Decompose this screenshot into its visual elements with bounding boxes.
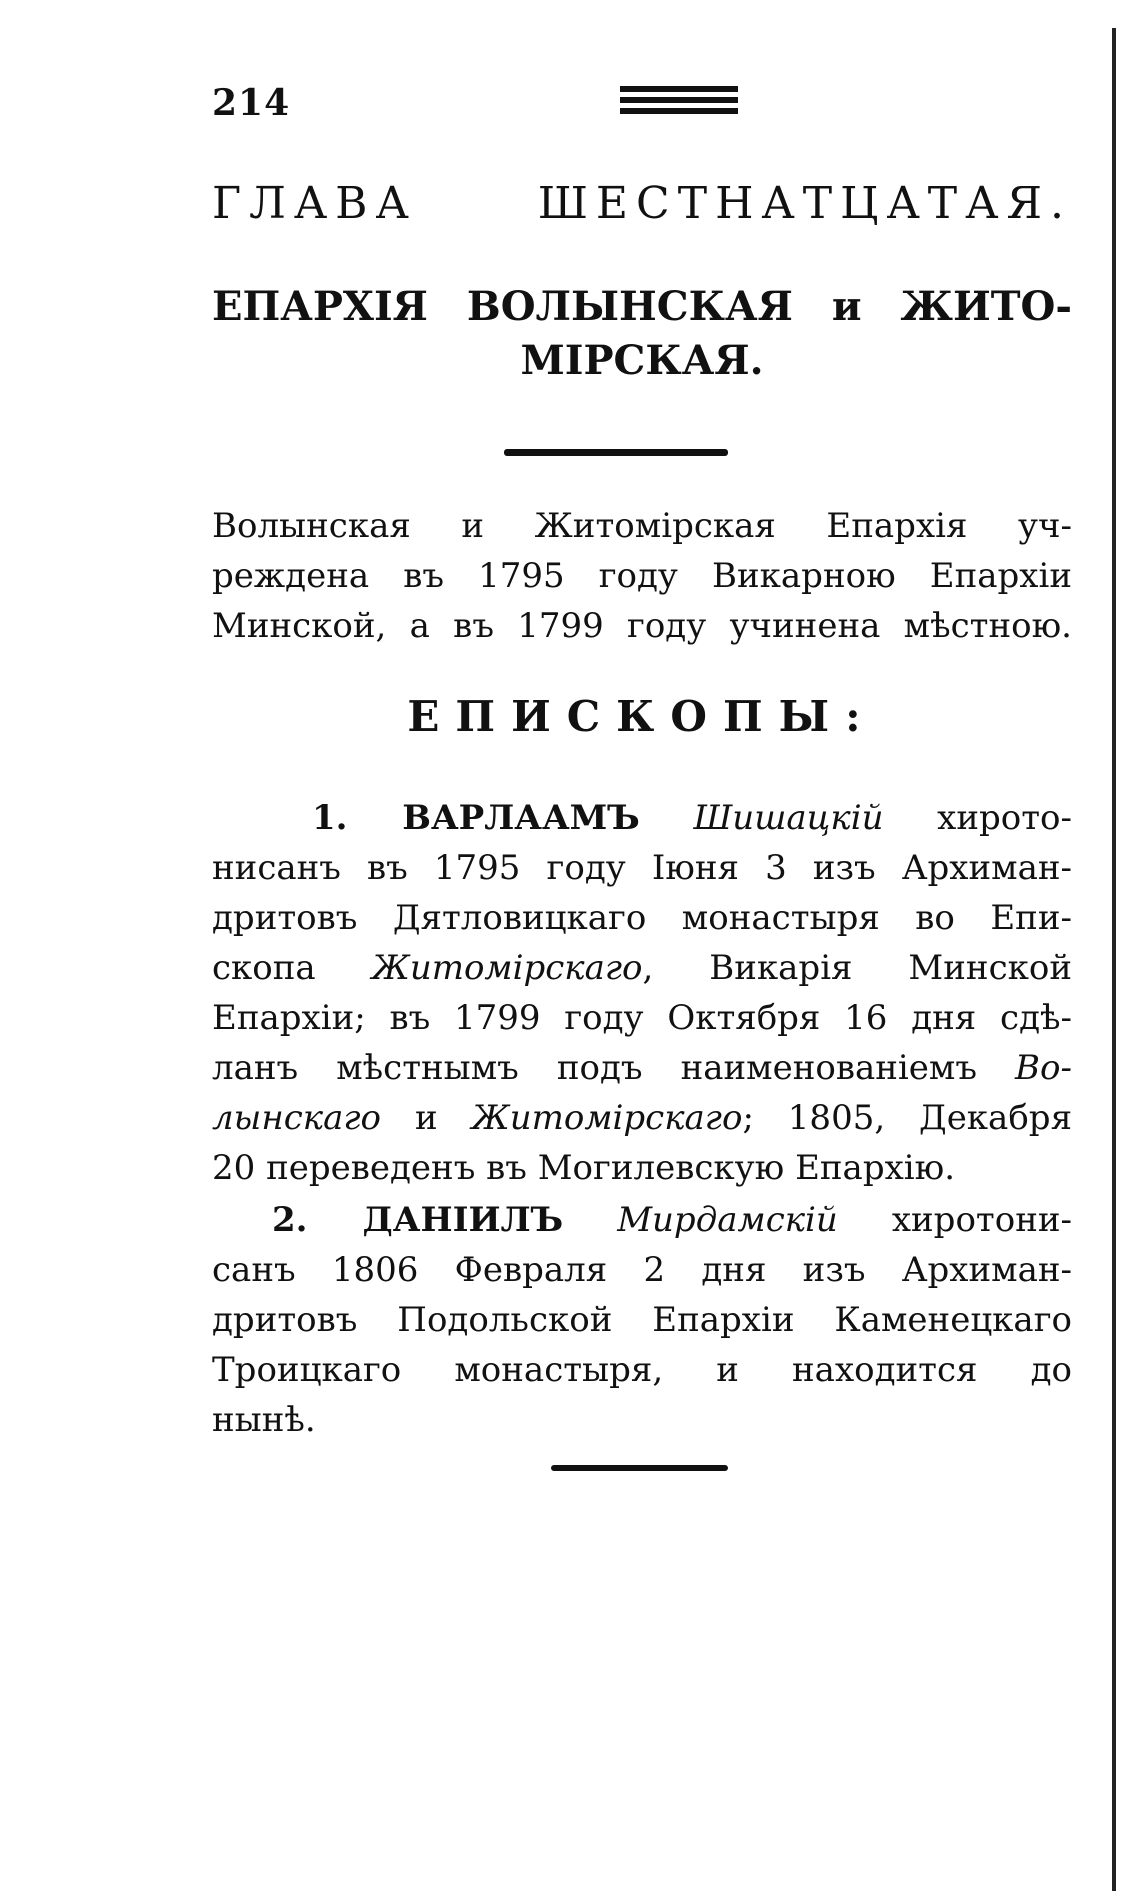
bishop1-line-7-end: ; 1805, Декабря (742, 1098, 1073, 1138)
bishop1-line-5: Епархіи; въ 1799 году Октября 16 дня сдѣ- (212, 998, 1072, 1038)
header-ornament (620, 86, 738, 119)
bishop2-line-2: санъ 1806 Февраля 2 дня изъ Архиман- (212, 1250, 1072, 1290)
chapter-title: ГЛАВА ШЕСТНАТЦАТАЯ. (212, 178, 1072, 229)
intro-line-3: Минской, а въ 1799 году учинена мѣстною. (212, 606, 1072, 646)
bishop1-line-7-and: и (414, 1098, 438, 1138)
bishop2-line-3: дритовъ Подольской Епархіи Каменецкаго (212, 1300, 1072, 1340)
intro-line-2: реждена въ 1795 году Викарною Епархіи (212, 556, 1072, 596)
bishop1-line-4-start: скопа (212, 948, 316, 988)
bishop1-line-7-italic-2: Житомірскаго (471, 1098, 743, 1138)
intro-line-1: Волынская и Житомірская Епархія уч- (212, 506, 1072, 546)
bishop2-line-5: нынѣ. (212, 1400, 316, 1440)
bishop1-surname: Шишацкій (693, 798, 884, 838)
end-divider (551, 1465, 728, 1471)
bishop1-line-7 (212, 1098, 1072, 1138)
bishop2-number-name: 2. ДАНІИЛЪ (272, 1200, 564, 1240)
bishop1-line-8: 20 переведенъ въ Могилевскую Епархію. (212, 1148, 956, 1188)
bishop1-line-2: нисанъ въ 1795 году Іюня 3 изъ Архиман- (212, 848, 1072, 888)
bishop1-line-6-italic: Во- (1015, 1048, 1072, 1088)
bishop1-line-1 (312, 798, 1072, 838)
bishops-heading: ЕПИСКОПЫ: (407, 692, 877, 741)
diocese-title-line-1: ЕПАРХІЯ ВОЛЫНСКАЯ и ЖИТО- (212, 283, 1072, 330)
diocese-title-line-2: МІРСКАЯ. (520, 337, 764, 384)
bishop1-number-name: 1. ВАРЛААМЪ (312, 798, 640, 838)
page-number: 214 (212, 82, 291, 124)
bishop2-line-1 (272, 1200, 1072, 1240)
bishop1-line-7-italic-1: лынскаго (212, 1098, 382, 1138)
bishop1-line-6-start: ланъ мѣстнымъ подъ наименованіемъ (212, 1048, 977, 1088)
bishop1-see-name: Житомірскаго (371, 948, 643, 988)
bishop1-line-4-end: , Викарія Минской (642, 948, 1072, 988)
bishop1-line-6 (212, 1048, 1072, 1088)
page-edge-rule (1112, 28, 1116, 1891)
bishop2-line-4: Троицкаго монастыря, и находится до (212, 1350, 1072, 1390)
bishop2-surname: Мирдамскій (617, 1200, 838, 1240)
bishop1-line-1-end: хирото- (937, 798, 1073, 838)
section-divider (504, 449, 728, 456)
bishop2-line-1-end: хиротони- (891, 1200, 1073, 1240)
bishop1-line-3: дритовъ Дятловицкаго монастыря во Епи- (212, 898, 1072, 938)
bishop1-line-4 (212, 948, 1072, 988)
